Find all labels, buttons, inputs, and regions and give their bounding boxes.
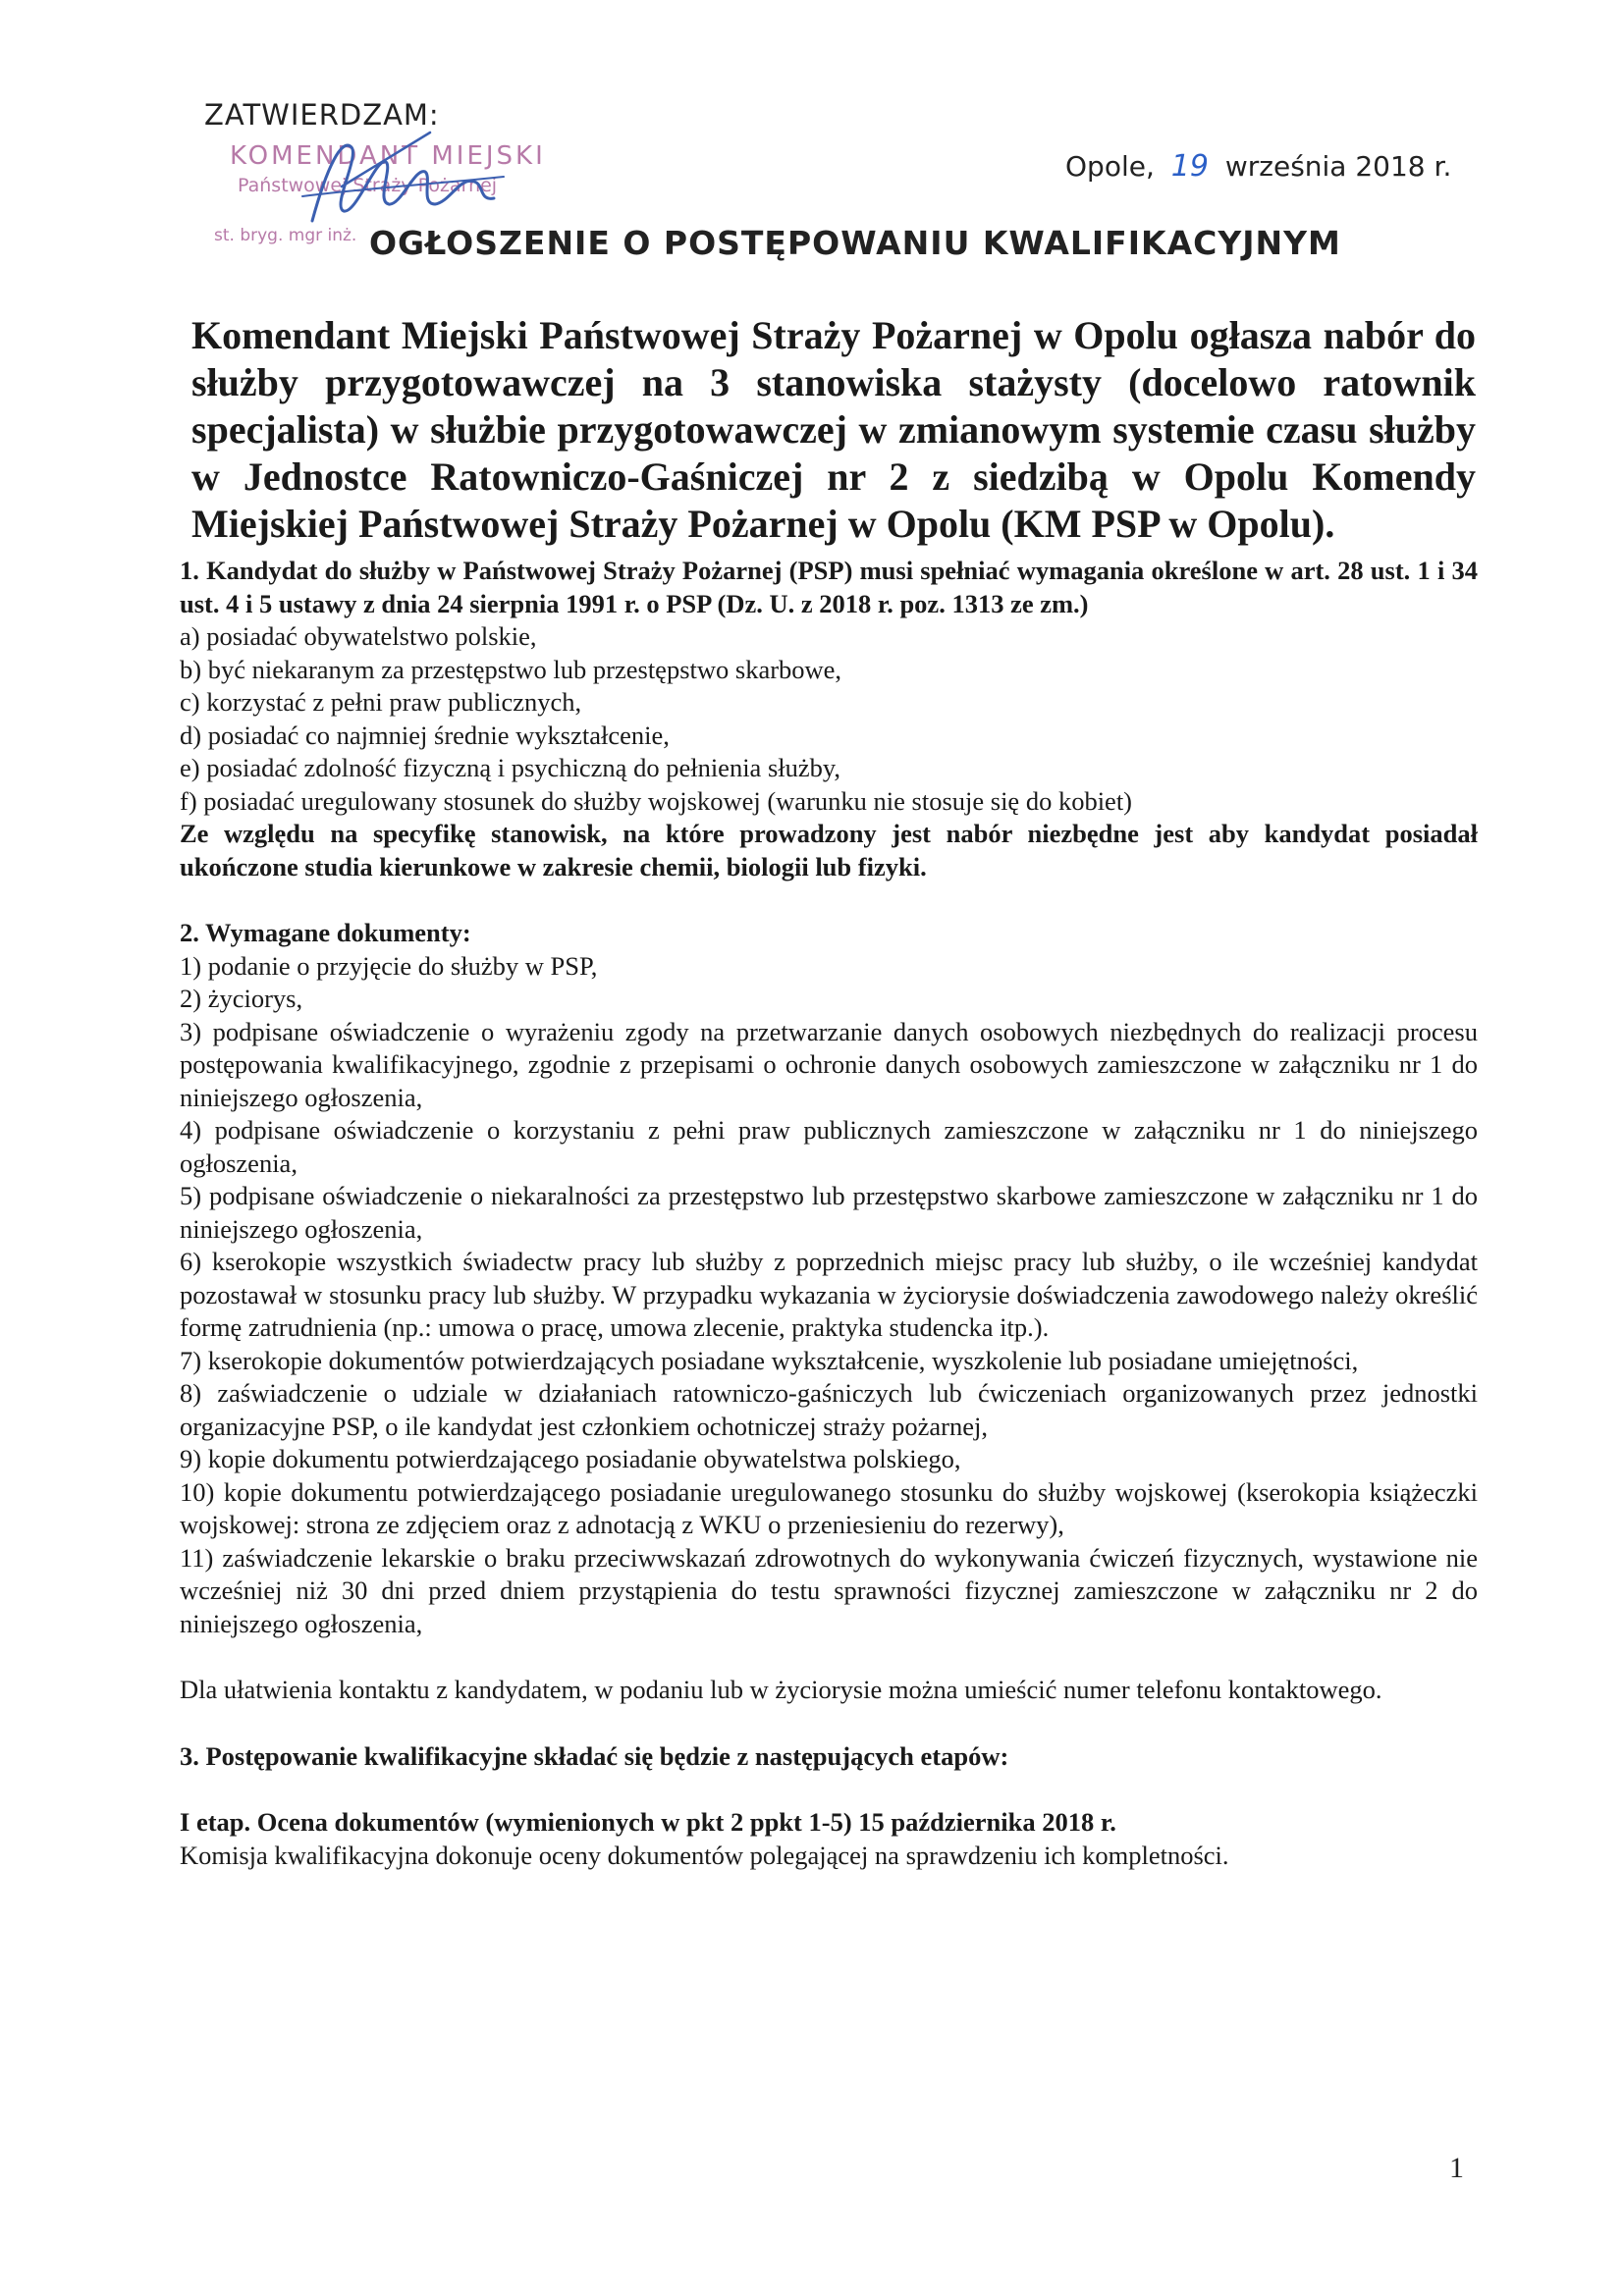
spacer: [180, 1707, 1478, 1740]
document-body: [180, 555, 1478, 1872]
stamp-line-3: st. bryg. mgr inż.: [214, 226, 357, 245]
spacer: [180, 883, 1478, 917]
requirement-item: f) posiadać uregulowany stosunek do służby wojskowej (warunku nie stosuje się do kobiet): [180, 785, 1133, 816]
stamp-line-1: KOMENDANT MIEJSKI: [230, 141, 546, 171]
requirement-item: d) posiadać co najmniej średnie wykształcenie,: [180, 720, 670, 750]
month-year: września 2018 r.: [1224, 150, 1452, 183]
stamp-line-2: Państwowej Straży Pożarnej: [238, 175, 498, 196]
document-item: 8) zaświadczenie o udziale w działaniach ratowniczo-gaśniczych lub ćwiczeniach organizowanych przez jednostki organizacyjne PSP, o ile kandydat jest członkiem ochotniczej straży pożarnej,: [180, 1378, 1478, 1441]
place-date: [1065, 149, 1451, 184]
document-item: 3) podpisane oświadczenie o wyrażeniu zgody na przetwarzanie danych osobowych niezbędnych do realizacji procesu postępowania kwalifikacyjnego, zgodnie z przepisami o ochronie danych osobowych zamieszczone w załączniku nr 1 do niniejszego ogłoszenia,: [180, 1016, 1478, 1112]
document-item: 2) życiorys,: [180, 984, 303, 1013]
page-number: 1: [1449, 2152, 1464, 2184]
document-item: 9) kopie dokumentu potwierdzającego posiadanie obywatelstwa polskiego,: [180, 1444, 961, 1473]
contact-note: Dla ułatwienia kontaktu z kandydatem, w podaniu lub w życiorysie można umieścić numer telefonu kontaktowego.: [180, 1675, 1382, 1704]
spacer: [180, 1640, 1478, 1674]
document-item: 1) podanie o przyjęcie do służby w PSP,: [180, 950, 598, 981]
requirement-note: Ze względu na specyfikę stanowisk, na które prowadzony jest nabór niezbędne jest aby kandydat posiadał ukończone studia kierunkowe w zakresie chemii, biologii lub fizyki.: [180, 819, 1478, 881]
approval-label: ZATWIERDZAM:: [204, 98, 440, 132]
handwritten-signature: [283, 128, 518, 236]
document-item: 7) kserokopie dokumentów potwierdzających posiadane wykształcenie, wyszkolenie lub posiadane umiejętności,: [180, 1345, 1359, 1375]
handwritten-day: 19: [1170, 149, 1209, 184]
document-item: 11) zaświadczenie lekarskie o braku przeciwwskazań zdrowotnych do wykonywania ćwiczeń fizycznych, wystawione nie wcześniej niż 30 dni przed dniem przystąpienia do testu sprawności fizycznej zamieszczone w załączniku nr 2 do niniejszego ogłoszenia,: [180, 1542, 1478, 1638]
place: Opole,: [1065, 150, 1155, 183]
requirement-item: b) być niekaranym za przestępstwo lub przestępstwo skarbowe,: [180, 654, 842, 684]
requirement-item: e) posiadać zdolność fizyczną i psychiczną do pełnienia służby,: [180, 753, 841, 782]
stage-1-text: Komisja kwalifikacyjna dokonuje oceny dokumentów polegającej na sprawdzeniu ich kompletności.: [180, 1840, 1229, 1870]
intro-paragraph: Komendant Miejski Państwowej Straży Pożarnej w Opolu ogłasza nabór do służby przygotowawczej na 3 stanowiska stażysty (docelowo ratownik specjalista) w służbie przygotowawczej w zmianowym systemie czasu służby w Jednostce Ratowniczo-Gaśniczej nr 2 z siedzibą w Opolu Komendy Miejskiej Państwowej Straży Pożarnej w Opolu (KM PSP w Opolu).: [191, 313, 1476, 546]
section-3-heading: 3. Postępowanie kwalifikacyjne składać się będzie z następujących etapów:: [180, 1740, 1009, 1771]
document-item: 4) podpisane oświadczenie o korzystaniu z pełni praw publicznych zamieszczone w załączniku nr 1 do niniejszego ogłoszenia,: [180, 1115, 1478, 1178]
document-item: 5) podpisane oświadczenie o niekaralności za przestępstwo lub przestępstwo skarbowe zamieszczone w załączniku nr 1 do niniejszego ogłoszenia,: [180, 1181, 1478, 1244]
section-2-heading: 2. Wymagane dokumenty:: [180, 918, 471, 947]
requirement-item: a) posiadać obywatelstwo polskie,: [180, 621, 537, 651]
spacer: [180, 1773, 1478, 1806]
requirement-item: c) korzystać z pełni praw publicznych,: [180, 687, 582, 717]
document-item: 6) kserokopie wszystkich świadectw pracy lub służby z poprzednich miejsc pracy lub służby, o ile wcześniej kandydat pozostawał w stosunku pracy lub służby. W przypadku wykazania w życiorysie doświadczenia zawodowego należy określić formę zatrudnienia (np.: umowa o pracę, umowa zlecenie, praktyka studencka itp.).: [180, 1247, 1478, 1342]
section-1-heading: 1. Kandydat do służby w Państwowej Straży Pożarnej (PSP) musi spełniać wymagania określone w art. 28 ust. 1 i 34 ust. 4 i 5 ustawy z dnia 24 sierpnia 1991 r. o PSP (Dz. U. z 2018 r. poz. 1313 ze zm.): [180, 556, 1478, 618]
document-item: 10) kopie dokumentu potwierdzającego posiadanie uregulowanego stosunku do służby wojskowej (kserokopia książeczki wojskowej: strona ze zdjęciem oraz z adnotacją z WKU o przeniesieniu do rezerwy),: [180, 1476, 1478, 1539]
document-title: OGŁOSZENIE O POSTĘPOWANIU KWALIFIKACYJNYM: [369, 224, 1341, 262]
stage-1-heading: I etap. Ocena dokumentów (wymienionych w pkt 2 ppkt 1-5) 15 października 2018 r.: [180, 1807, 1116, 1837]
